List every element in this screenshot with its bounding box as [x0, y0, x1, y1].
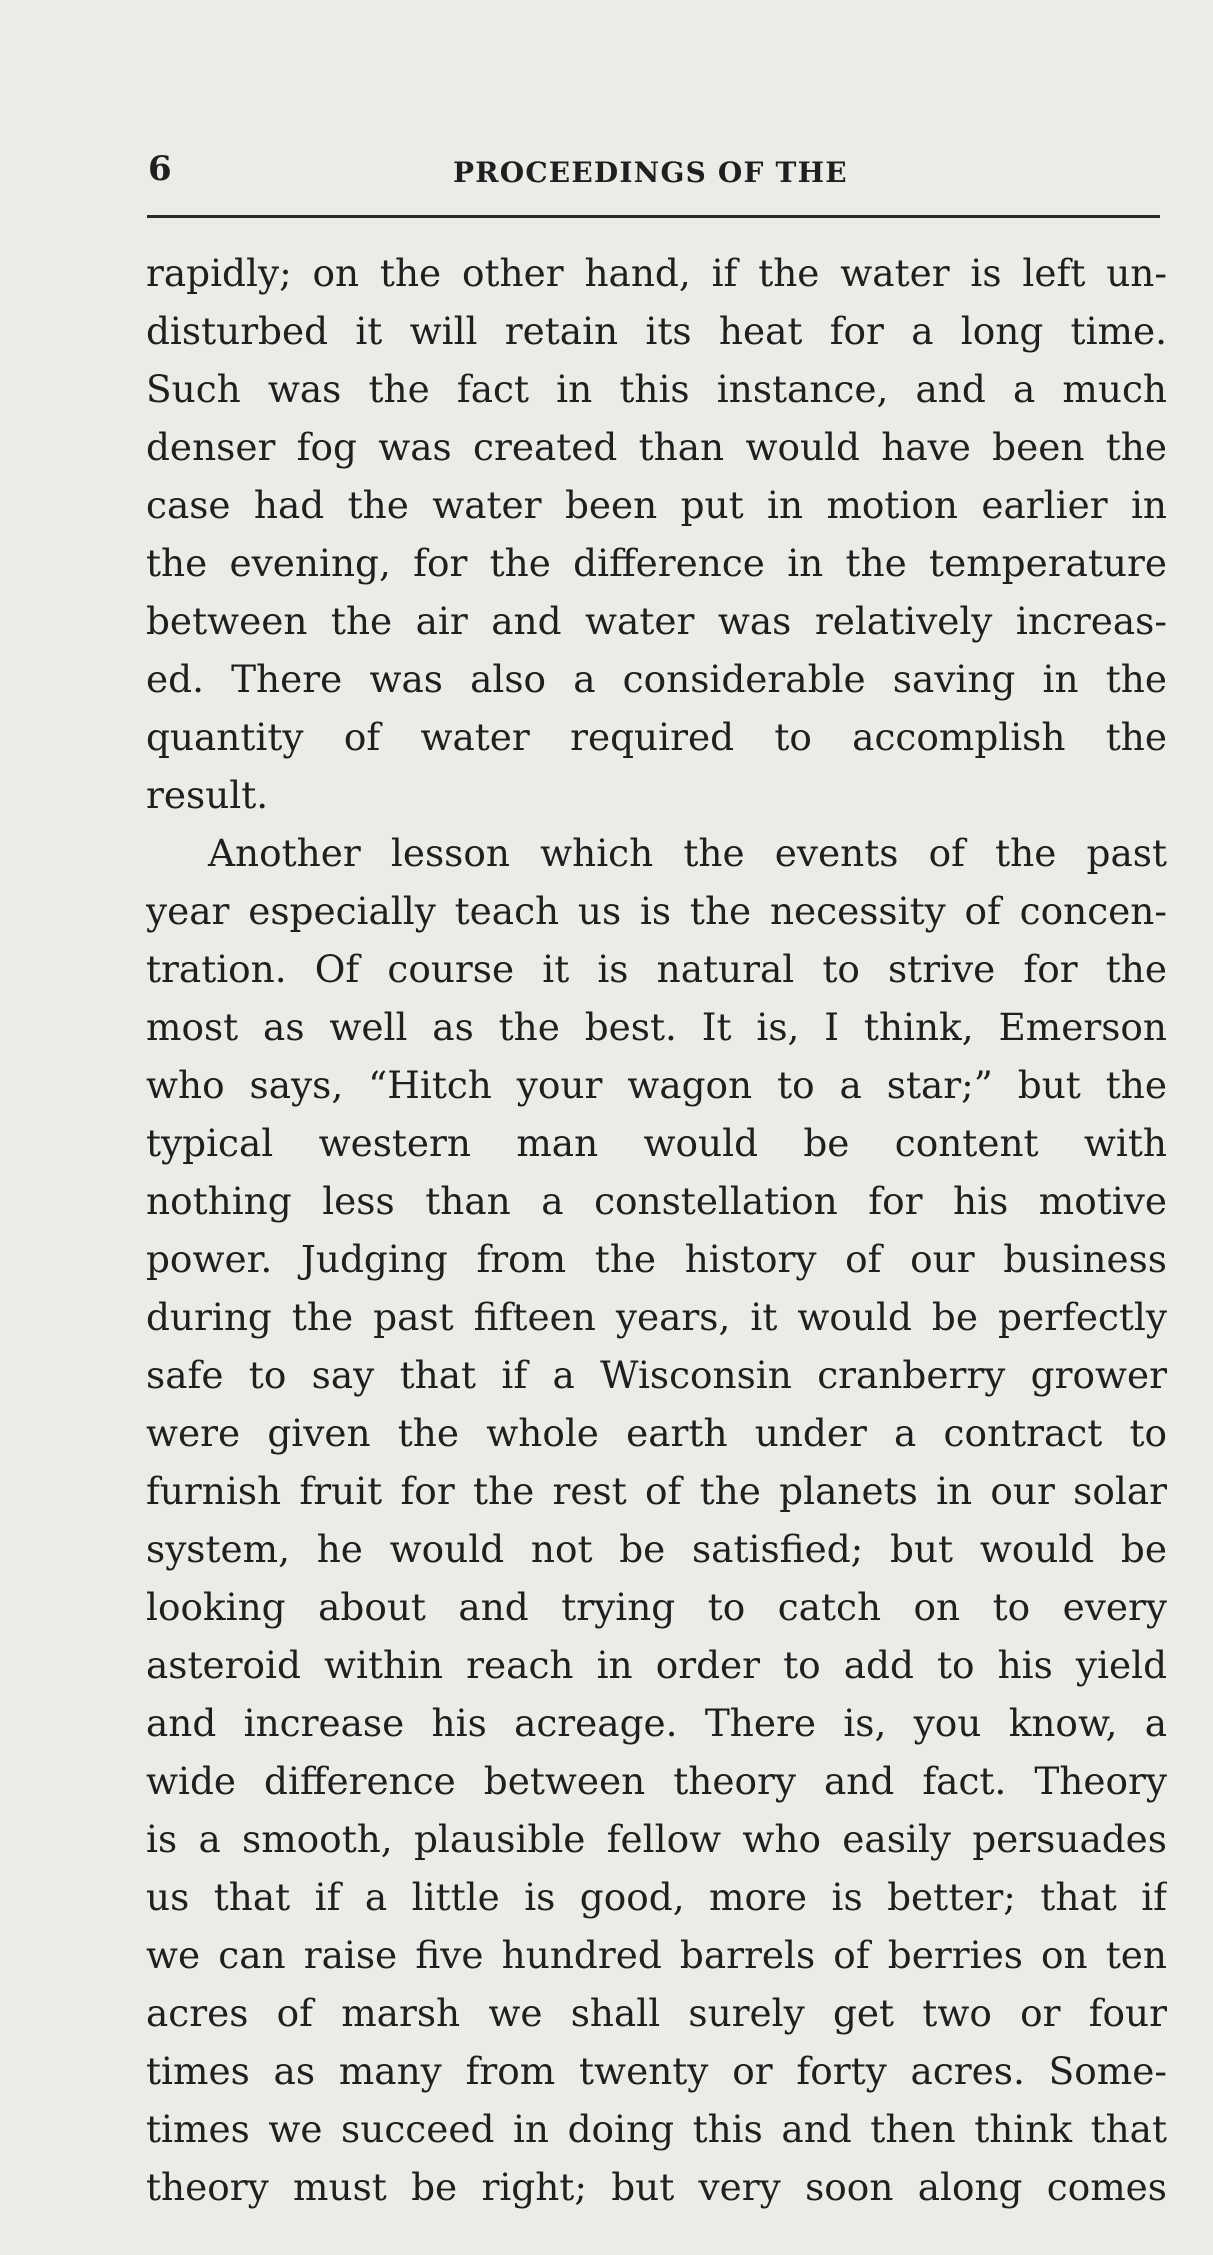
text-line: theory must be right; but very soon along comes: [146, 2165, 1167, 2209]
text-line: is a smooth, plausible fellow who easily persuades: [146, 1817, 1167, 1861]
text-line: who says, “Hitch your wagon to a star;” but the: [146, 1063, 1167, 1107]
text-line: case had the water been put in motion earlier in: [146, 483, 1167, 527]
text-line: Such was the fact in this instance, and a much: [146, 367, 1167, 411]
text-line: asteroid within reach in order to add to his yield: [146, 1643, 1167, 1687]
body-text: [146, 244, 1167, 2216]
text-line: acres of marsh we shall surely get two or four: [146, 1991, 1167, 2035]
text-line: and increase his acreage. There is, you know, a: [146, 1701, 1167, 1745]
text-line: quantity of water required to accomplish the: [146, 715, 1167, 759]
text-line: furnish fruit for the rest of the planets in our solar: [146, 1469, 1167, 1513]
text-line: nothing less than a constellation for his motive: [146, 1179, 1167, 1223]
text-line: during the past fifteen years, it would be perfectly: [146, 1295, 1167, 1339]
text-line: were given the whole earth under a contract to: [146, 1411, 1167, 1455]
text-line: we can raise five hundred barrels of berries on ten: [146, 1933, 1167, 1977]
text-line: power. Judging from the history of our business: [146, 1237, 1167, 1281]
text-line: looking about and trying to catch on to every: [146, 1585, 1167, 1629]
text-line: us that if a little is good, more is better; that if: [146, 1875, 1167, 1919]
text-line: system, he would not be satisfied; but would be: [146, 1527, 1167, 1571]
text-line: times we succeed in doing this and then think that: [146, 2107, 1167, 2151]
text-line: rapidly; on the other hand, if the water is left un-: [146, 251, 1167, 295]
text-line: disturbed it will retain its heat for a long time.: [146, 309, 1167, 353]
paragraph-start-line: Another lesson which the events of the past: [208, 831, 1167, 875]
text-line: wide difference between theory and fact. Theory: [146, 1759, 1167, 1803]
running-head: PROCEEDINGS OF THE: [453, 156, 848, 189]
text-line: most as well as the best. It is, I think, Emerson: [146, 1005, 1167, 1049]
text-line: between the air and water was relatively increas-: [146, 599, 1167, 643]
text-line: typical western man would be content with: [146, 1121, 1167, 1165]
page-number: 6: [148, 149, 172, 189]
page-header: [148, 149, 1160, 202]
text-line: safe to say that if a Wisconsin cranberry grower: [146, 1353, 1167, 1397]
paragraph-end-line: result.: [146, 773, 269, 817]
text-line: tration. Of course it is natural to strive for the: [146, 947, 1167, 991]
header-rule: [147, 215, 1160, 218]
text-line: ed. There was also a considerable saving in the: [146, 657, 1167, 701]
text-line: times as many from twenty or forty acres. Some-: [146, 2049, 1167, 2093]
text-line: the evening, for the difference in the temperature: [146, 541, 1167, 585]
text-line: year especially teach us is the necessity of concen-: [146, 889, 1167, 933]
text-line: denser fog was created than would have been the: [146, 425, 1167, 469]
